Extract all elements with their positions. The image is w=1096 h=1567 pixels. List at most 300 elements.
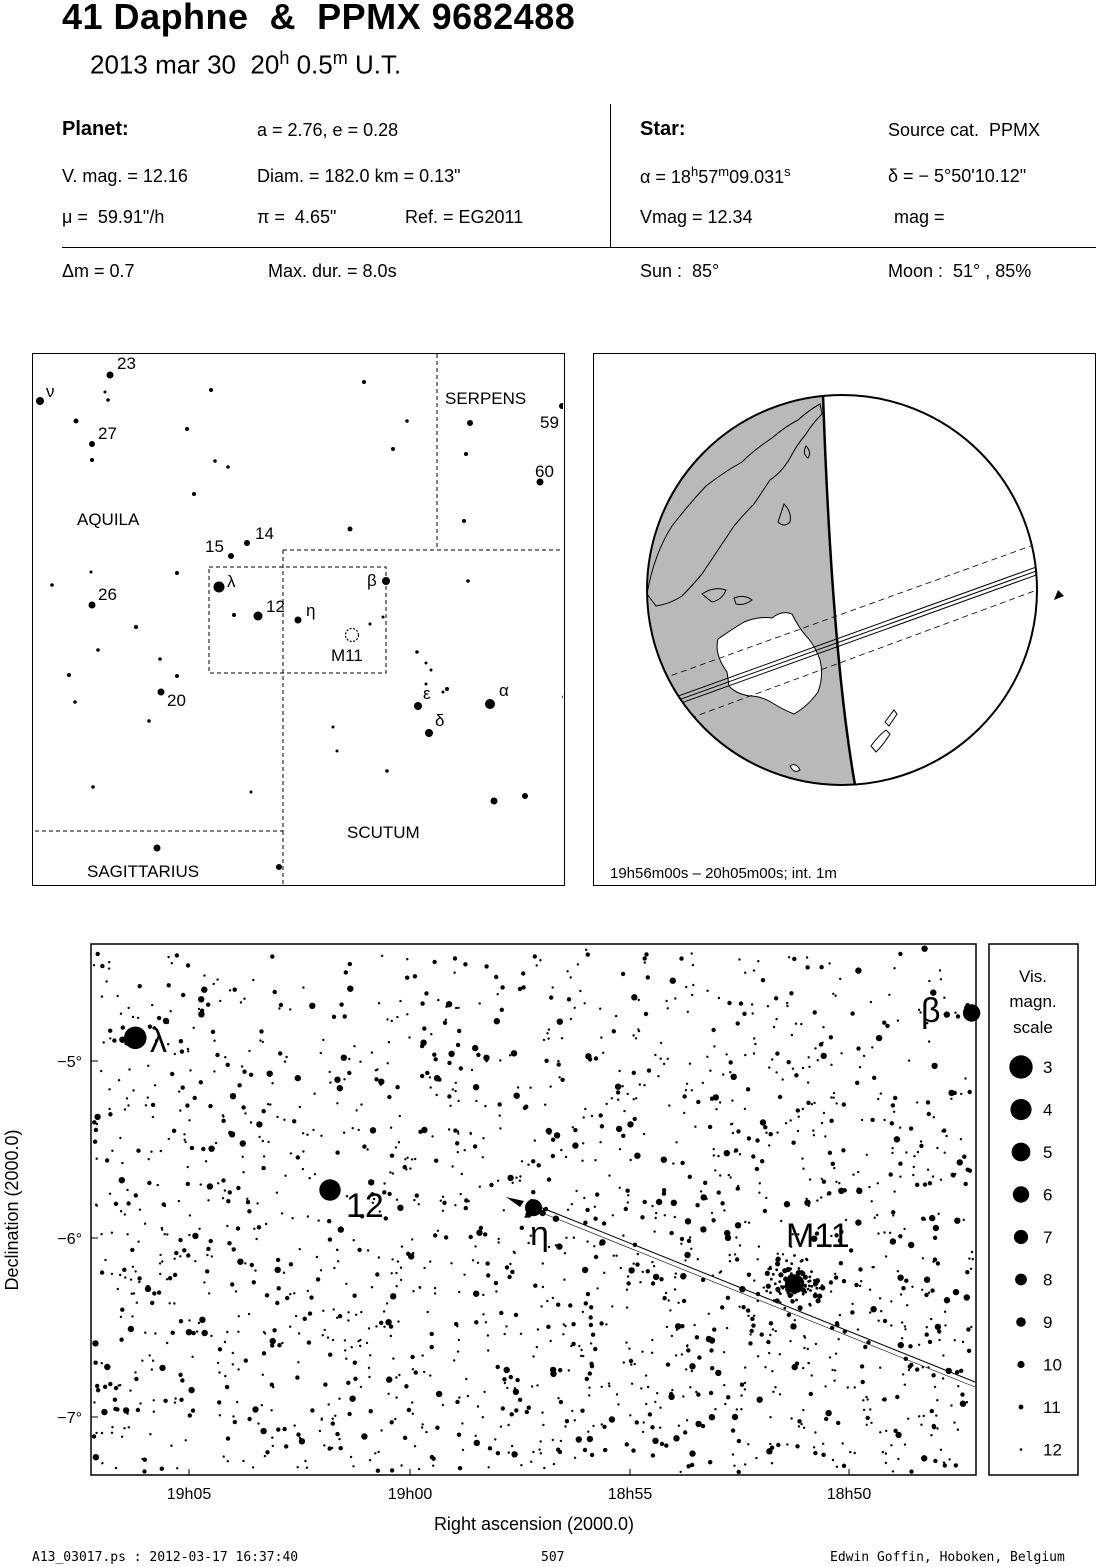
labeled-star-marker	[963, 1004, 980, 1021]
field-star	[643, 1421, 645, 1423]
field-star	[944, 1011, 950, 1017]
field-star	[395, 1396, 397, 1398]
field-star	[297, 1361, 299, 1363]
field-star	[830, 1290, 832, 1292]
field-star	[152, 1291, 156, 1295]
field-star	[594, 1159, 596, 1161]
field-star	[656, 1392, 658, 1394]
field-star	[178, 1373, 182, 1377]
field-star	[111, 1273, 113, 1275]
field-star	[335, 1150, 339, 1154]
field-star	[360, 1103, 362, 1105]
field-star	[320, 1052, 322, 1054]
field-star	[788, 956, 790, 958]
field-star	[539, 959, 541, 961]
field-star	[151, 1368, 153, 1370]
field-star	[642, 1271, 644, 1273]
field-star	[436, 1391, 442, 1397]
field-star	[803, 1335, 805, 1337]
field-star	[496, 1451, 500, 1455]
y-tick-label: −6°	[57, 1231, 82, 1248]
field-star	[339, 1002, 343, 1006]
field-star	[271, 1082, 273, 1084]
path-direction-arrow	[1054, 590, 1064, 600]
field-star	[697, 1355, 701, 1359]
field-star	[476, 1230, 482, 1236]
field-star	[208, 1146, 214, 1152]
field-star	[971, 1251, 973, 1253]
field-star	[390, 1127, 392, 1129]
field-star	[267, 1071, 273, 1077]
field-star	[652, 1438, 658, 1444]
field-star	[629, 1414, 631, 1416]
cluster-star	[811, 1285, 814, 1288]
cluster-star	[790, 1299, 793, 1302]
field-star	[304, 1460, 306, 1462]
field-star	[631, 1448, 635, 1452]
field-star	[497, 1180, 499, 1182]
field-star	[858, 1267, 862, 1271]
field-star	[369, 1354, 371, 1356]
field-star	[692, 984, 694, 986]
field-star	[736, 1129, 740, 1133]
field-star	[842, 1279, 846, 1283]
field-star	[497, 993, 499, 995]
field-star	[653, 1274, 659, 1280]
field-star	[174, 1401, 176, 1403]
field-star	[208, 1104, 212, 1108]
field-star	[93, 1401, 95, 1403]
field-star	[753, 1037, 755, 1039]
field-star	[850, 1011, 854, 1015]
field-star	[710, 1366, 714, 1370]
field-star	[822, 1026, 824, 1028]
field-star	[904, 1279, 908, 1283]
field-star	[863, 1345, 867, 1349]
field-star	[655, 1212, 657, 1214]
field-star	[803, 1347, 805, 1349]
field-star	[744, 972, 746, 974]
field-star	[667, 1058, 669, 1060]
field-star	[144, 1332, 146, 1334]
field-star	[813, 1010, 817, 1014]
field-star	[457, 1029, 461, 1033]
field-star	[520, 1226, 524, 1230]
field-star	[249, 1073, 253, 1077]
field-star	[427, 1311, 429, 1313]
field-star	[327, 1219, 331, 1223]
field-star	[313, 1093, 315, 1095]
field-star	[638, 1030, 640, 1032]
field-star	[683, 1430, 687, 1434]
field-star	[533, 954, 537, 958]
field-star	[709, 1348, 713, 1352]
field-star	[100, 1270, 104, 1274]
field-star	[790, 1323, 796, 1329]
field-star	[377, 1451, 379, 1453]
field-star	[808, 1066, 810, 1068]
field-star	[432, 1465, 434, 1467]
field-star	[675, 1141, 677, 1143]
field-star	[255, 1238, 257, 1240]
field-star	[219, 1414, 221, 1416]
field-star	[383, 1326, 385, 1328]
field-star	[262, 1140, 264, 1142]
field-star	[643, 956, 647, 960]
field-star	[657, 1075, 659, 1077]
field-star	[310, 1408, 314, 1412]
field-star	[579, 990, 581, 992]
field-star	[757, 1397, 763, 1403]
field-star	[242, 1171, 244, 1173]
cluster-star	[804, 1284, 807, 1287]
field-star	[895, 1432, 901, 1438]
field-star	[168, 1138, 170, 1140]
field-star	[421, 1354, 423, 1356]
field-star	[806, 956, 808, 958]
field-star	[777, 1253, 779, 1255]
field-star	[909, 1469, 913, 1473]
field-star	[660, 1042, 662, 1044]
field-star	[128, 1326, 134, 1332]
field-star	[954, 1339, 956, 1341]
field-star	[96, 1158, 98, 1160]
field-star	[532, 1355, 534, 1357]
field-star	[807, 1362, 809, 1364]
field-star	[283, 1272, 285, 1274]
field-star	[570, 1018, 572, 1020]
field-star	[482, 1156, 484, 1158]
field-star	[821, 1042, 823, 1044]
field-star	[915, 1367, 919, 1371]
field-star	[119, 1274, 121, 1276]
field-star	[543, 1039, 545, 1041]
field-star	[225, 1385, 229, 1389]
field-star	[892, 1470, 894, 1472]
field-star	[111, 1150, 113, 1152]
max-duration: Max. dur. = 8.0s	[268, 261, 397, 281]
field-star	[593, 1347, 597, 1351]
field-star	[918, 1415, 920, 1417]
field-star	[814, 1431, 816, 1433]
field-star	[807, 1081, 809, 1083]
field-star	[814, 1047, 816, 1049]
field-star	[531, 1385, 533, 1387]
field-star	[621, 972, 625, 976]
field-star	[406, 958, 408, 960]
field-star	[731, 1074, 737, 1080]
field-star	[711, 1218, 715, 1222]
field-star	[556, 1303, 560, 1307]
field-star	[713, 1154, 715, 1156]
field-star	[243, 998, 245, 1000]
field-star	[822, 1443, 824, 1445]
field-star	[786, 1005, 788, 1007]
field-star	[484, 964, 488, 968]
field-star	[285, 1296, 289, 1300]
field-star	[475, 1435, 477, 1437]
field-star	[599, 1008, 601, 1010]
field-star	[632, 1034, 634, 1036]
field-star	[240, 1142, 242, 1144]
field-star	[295, 1075, 301, 1081]
field-star	[458, 1396, 460, 1398]
field-star	[671, 1389, 673, 1391]
field-star	[159, 1365, 165, 1371]
field-star	[272, 1328, 276, 1332]
cluster-star	[775, 1287, 780, 1292]
field-star	[479, 1186, 481, 1188]
field-star	[233, 988, 237, 992]
field-star	[602, 1221, 606, 1225]
field-star	[295, 1375, 299, 1379]
field-star	[170, 1010, 172, 1012]
field-star	[709, 1414, 715, 1420]
field-star	[232, 1247, 236, 1251]
legend-title-line: Vis.	[1018, 967, 1048, 986]
field-star	[808, 1056, 810, 1058]
field-star	[454, 1204, 456, 1206]
field-star	[391, 1272, 393, 1274]
field-star	[710, 1097, 714, 1101]
field-star	[289, 1326, 291, 1328]
field-star	[141, 1360, 143, 1362]
field-star	[960, 1138, 962, 1140]
field-star	[179, 1039, 183, 1043]
field-star	[792, 957, 796, 961]
field-star	[592, 1425, 594, 1427]
field-star	[92, 1120, 96, 1124]
field-star	[247, 1209, 251, 1213]
field-star	[123, 1407, 129, 1413]
field-star	[655, 1217, 657, 1219]
field-star	[557, 1062, 561, 1066]
field-star	[731, 1428, 735, 1432]
field-star	[344, 1349, 346, 1351]
field-star	[968, 1257, 970, 1259]
field-star	[798, 1425, 800, 1427]
field-star	[411, 1401, 413, 1403]
field-star	[518, 987, 522, 991]
field-star	[412, 1413, 414, 1415]
field-star	[768, 1066, 770, 1068]
field-star	[205, 1160, 207, 1162]
field-star	[584, 1301, 588, 1305]
field-star	[209, 1239, 213, 1243]
field-star	[347, 1311, 349, 1313]
field-star	[128, 1426, 130, 1428]
field-star	[588, 1057, 592, 1061]
field-star	[820, 1196, 822, 1198]
field-star	[440, 1200, 442, 1202]
field-star	[542, 1262, 544, 1264]
field-star	[628, 1348, 630, 1350]
field-star	[121, 1162, 123, 1164]
field-star	[459, 1066, 463, 1070]
field-star	[434, 1292, 436, 1294]
field-star	[193, 1097, 195, 1099]
field-star	[891, 1147, 893, 1149]
cluster-star	[817, 1294, 822, 1299]
field-star	[769, 1321, 773, 1325]
field-star	[553, 1463, 555, 1465]
field-star	[380, 1429, 382, 1431]
field-star	[222, 1197, 224, 1199]
field-star	[319, 1430, 321, 1432]
field-star	[224, 1056, 226, 1058]
field-star	[188, 1413, 192, 1417]
field-star	[527, 1164, 529, 1166]
field-star	[753, 1052, 755, 1054]
field-star	[755, 1457, 757, 1459]
field-star	[395, 1272, 397, 1274]
field-star	[766, 1448, 772, 1454]
field-star	[787, 1313, 791, 1317]
field-star	[448, 1128, 450, 1130]
field-star	[816, 1199, 818, 1201]
cluster-star	[805, 1258, 808, 1261]
field-star	[772, 1391, 774, 1393]
chart-label-m11: M11	[786, 1217, 850, 1255]
cluster-star	[803, 1290, 806, 1293]
field-star	[213, 1070, 215, 1072]
field-star	[425, 1431, 427, 1433]
field-star	[339, 1446, 343, 1450]
field-star	[739, 1001, 743, 1005]
field-star	[966, 1327, 970, 1331]
field-star	[397, 1260, 399, 1262]
field-star	[913, 1166, 915, 1168]
field-star	[353, 1045, 355, 1047]
field-star	[744, 1108, 746, 1110]
field-star	[92, 1340, 98, 1346]
field-star	[825, 1410, 831, 1416]
field-star	[473, 1291, 479, 1297]
field-star	[472, 1259, 474, 1261]
field-star	[457, 1007, 459, 1009]
field-star	[215, 1053, 219, 1057]
cluster-star	[807, 1288, 810, 1291]
field-star	[561, 1037, 563, 1039]
label-delta: δ	[435, 711, 445, 730]
field-star	[485, 1261, 489, 1265]
field-star	[790, 1119, 792, 1121]
field-star	[933, 1459, 937, 1463]
field-star	[508, 1451, 510, 1453]
field-star	[317, 1219, 319, 1221]
field-star	[275, 1301, 279, 1305]
cluster-star	[785, 1269, 788, 1272]
field-star	[248, 1313, 250, 1315]
field-star	[188, 1234, 190, 1236]
field-star	[591, 1115, 593, 1117]
field-star	[138, 984, 142, 988]
field-star	[761, 978, 765, 982]
field-star	[890, 1238, 896, 1244]
field-star	[842, 1102, 846, 1106]
field-star	[771, 1462, 773, 1464]
field-star	[891, 1152, 893, 1154]
field-star	[627, 1194, 629, 1196]
field-star	[496, 1365, 500, 1369]
field-star	[525, 1216, 527, 1218]
label-alpha: α	[499, 681, 509, 700]
field-star	[118, 1079, 120, 1081]
field-star	[461, 1173, 463, 1175]
field-star	[256, 1121, 262, 1127]
field-star	[751, 1323, 755, 1327]
field-star	[167, 956, 169, 958]
field-star	[835, 1321, 839, 1325]
field-star	[813, 1451, 817, 1455]
field-star	[153, 1411, 155, 1413]
field-star	[571, 1203, 573, 1205]
field-star	[581, 1160, 583, 1162]
field-star	[880, 1092, 882, 1094]
field-star	[343, 1078, 345, 1080]
field-star	[432, 1053, 436, 1057]
field-star	[628, 1267, 634, 1273]
field-star	[582, 1267, 588, 1273]
field-star	[404, 1158, 406, 1160]
constellation-aquila: AQUILA	[77, 510, 140, 529]
field-star	[366, 1148, 368, 1150]
footer-file-info: A13_03017.ps : 2012-03-17 16:37:40	[32, 1550, 299, 1565]
field-star	[173, 1273, 177, 1277]
field-star	[790, 1417, 792, 1419]
field-star	[433, 1233, 437, 1237]
field-star	[908, 1365, 912, 1369]
field-star	[336, 1249, 338, 1251]
field-star	[256, 1202, 258, 1204]
field-star	[608, 1174, 610, 1176]
field-star	[168, 1276, 172, 1280]
field-star	[552, 986, 554, 988]
field-star	[859, 1066, 861, 1068]
field-star	[412, 1368, 414, 1370]
field-star	[213, 983, 215, 985]
field-star	[932, 1175, 934, 1177]
field-star	[332, 1339, 334, 1341]
field-star	[796, 1108, 800, 1112]
field-star	[564, 1325, 566, 1327]
field-star	[206, 1003, 210, 1007]
field-star	[724, 1150, 730, 1156]
field-star	[701, 1194, 707, 1200]
legend-dot	[1010, 1099, 1031, 1120]
field-star	[729, 1260, 731, 1262]
field-star	[370, 1127, 376, 1133]
field-star	[747, 1443, 749, 1445]
field-star	[778, 1095, 782, 1099]
field-star	[669, 1392, 673, 1396]
field-star	[217, 1400, 221, 1404]
field-star	[957, 1385, 959, 1387]
field-star	[930, 1288, 934, 1292]
field-star	[218, 1347, 222, 1351]
globe-time-caption: 19h56m00s – 20h05m00s; int. 1m	[610, 865, 837, 882]
constellation-serpens: SERPENS	[445, 389, 527, 408]
field-star	[580, 1409, 584, 1413]
field-star	[153, 1399, 155, 1401]
field-star	[719, 1174, 721, 1176]
field-star	[831, 1369, 833, 1371]
field-star	[709, 1337, 715, 1343]
field-star	[740, 1408, 742, 1410]
field-star	[746, 1087, 750, 1091]
field-star	[484, 1105, 486, 1107]
field-star	[523, 1106, 527, 1110]
